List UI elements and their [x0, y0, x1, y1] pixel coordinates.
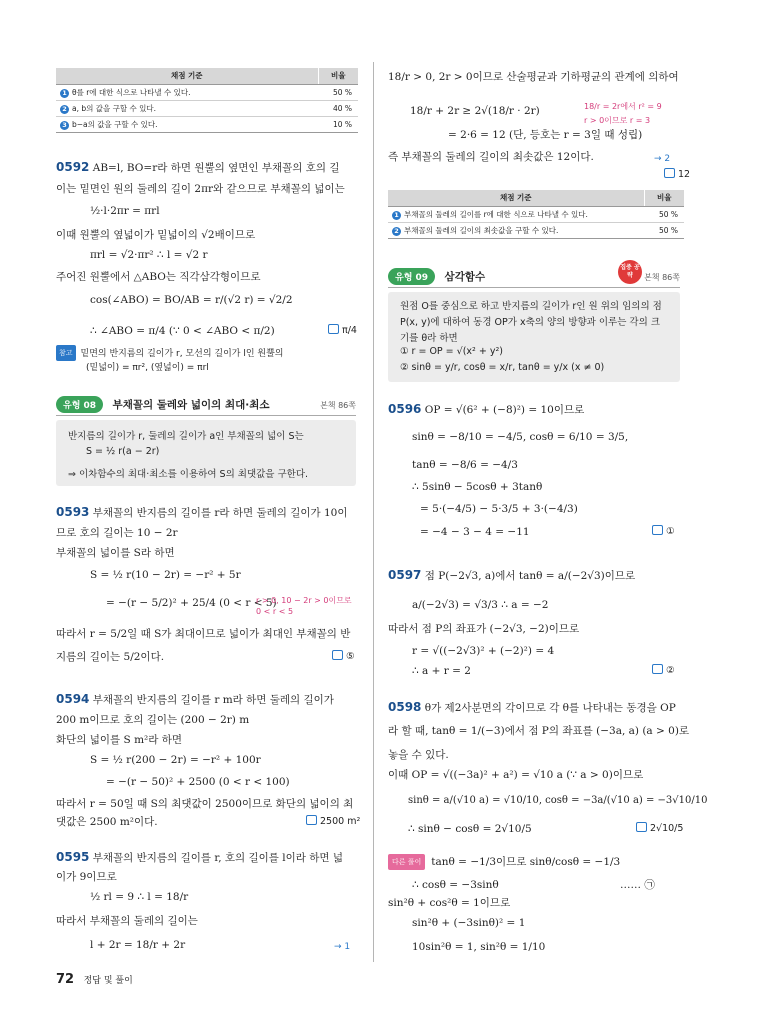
text-line: 놓을 수 있다. [388, 749, 449, 761]
equation: sinθ = a/(√10 a) = √10/10, cosθ = −3a/(√10 a) = −3√10/10 [408, 795, 708, 806]
section-08-header [56, 396, 356, 414]
text: tanθ = −1/3이므로 sinθ/cosθ = −1/3 [431, 856, 621, 868]
step-badge: 1 [392, 211, 401, 220]
text-line: 댓값은 2500 m²이다. [56, 816, 158, 828]
answer-icon [664, 168, 675, 178]
problem-0598-line1 [388, 700, 676, 715]
note-tag: 참고 [56, 345, 76, 361]
answer-icon [636, 822, 647, 832]
alt-solution-line1 [388, 854, 620, 870]
criteria-text: 부채꼴의 둘레의 길이의 최솟값을 구할 수 있다. [404, 225, 559, 235]
problem-number: 0597 [388, 568, 422, 582]
problem-number: 0594 [56, 692, 90, 706]
section-09-header [388, 264, 680, 286]
equation-marker: …… ㉠ [620, 879, 655, 891]
page-footer [56, 972, 133, 987]
section-ref: 본책 86쪽 [320, 401, 356, 410]
text: 점 P(−2√3, a)에서 tanθ = a/(−2√3)이므로 [424, 570, 636, 582]
side-note: r > 0, 10 − 2r > 0이므로 [256, 596, 352, 605]
answer-value: ① [666, 526, 675, 537]
box-line: P(x, y)에 대하여 동경 OP가 x축의 양의 방향과 이루는 각의 크 [400, 317, 660, 328]
problem-0593-line1 [56, 505, 348, 520]
text: θ가 제2사분면의 각이므로 각 θ를 나타내는 동경을 OP [424, 702, 676, 714]
answer-value: 2√10/5 [650, 823, 684, 834]
equation: ½·l·2πr = πrl [90, 205, 160, 217]
answer [332, 650, 355, 664]
equation: ∴ 5sinθ − 5cosθ + 3tanθ [412, 481, 543, 493]
text: 부채꼴의 반지름의 길이를 r m라 하면 둘레의 길이가 [92, 694, 334, 706]
problem-0595-line1 [56, 850, 343, 865]
problem-0594-line1 [56, 692, 334, 707]
answer [652, 525, 675, 539]
equation: 10sin²θ = 1, sin²θ = 1/10 [412, 941, 546, 953]
answer-value: ② [666, 665, 675, 676]
equation: r = √((−2√3)² + (−2)²) = 4 [412, 645, 555, 657]
step-marker: → 2 [654, 154, 671, 164]
text-line: sin²θ + cos²θ = 1이므로 [388, 897, 511, 909]
box-line: 원점 O를 중심으로 하고 반지름의 길이가 r인 원 위의 임의의 점 [400, 301, 662, 312]
equation: ∴ ∠ABO = π/4 (∵ 0 < ∠ABO < π/2) [90, 325, 275, 337]
ratio-value: 10 % [318, 116, 358, 132]
criteria-text: 부채꼴의 둘레의 길이를 r에 대한 식으로 나타낼 수 있다. [404, 209, 588, 219]
step-badge: 2 [392, 227, 401, 236]
answer [636, 822, 683, 836]
answer-icon [306, 815, 317, 825]
step-badge: 2 [60, 105, 69, 114]
box-formula: ① r = OP = √(x² + y²) [400, 346, 503, 357]
text-line: 따라서 r = 5/2일 때 S가 최대이므로 넓이가 최대인 부채꼴의 반 [56, 628, 351, 640]
note-line2: (밑넓이) = πr², (옆넓이) = πrl [86, 363, 209, 373]
side-note: r > 0이므로 r = 3 [584, 116, 651, 125]
text-line: 따라서 부채꼴의 둘레의 길이는 [56, 915, 198, 927]
equation: ∴ sinθ − cosθ = 2√10/5 [408, 823, 532, 835]
answer-icon [332, 650, 343, 660]
equation: πrl = √2·πr² ∴ l = √2 r [90, 249, 208, 261]
section-underline [388, 287, 680, 288]
concept-box-09 [388, 292, 680, 382]
text: AB=l, BO=r라 하면 원뿔의 옆면인 부채꼴의 호의 길 [92, 162, 340, 174]
ratio-value: 50 % [644, 222, 684, 238]
equation: l + 2r = 18/r + 2r [90, 939, 186, 951]
section-title: 부채꼴의 둘레와 넓이의 최대·최소 [112, 399, 270, 411]
table-row [56, 100, 358, 116]
section-tag: 유형 08 [56, 396, 103, 413]
answer [664, 168, 690, 182]
grading-table-2 [388, 190, 684, 239]
problem-0597-line1 [388, 568, 635, 583]
problem-0592-line2: 이는 밑면인 원의 둘레의 길이 2πr와 같으므로 부채꼴의 넓이는 [56, 183, 345, 195]
focus-badge: 집중 공략 [618, 260, 642, 284]
text-line: 화단의 넓이를 S m²라 하면 [56, 734, 182, 746]
text-line: 따라서 점 P의 좌표가 (−2√3, −2)이므로 [388, 623, 580, 635]
text-line: 주어진 원뿔에서 △ABO는 직각삼각형이므로 [56, 271, 261, 283]
grading-table-1 [56, 68, 358, 133]
box-formula: S = ½ r(a − 2r) [86, 446, 160, 457]
ratio-value: 40 % [318, 100, 358, 116]
problem-number: 0595 [56, 850, 90, 864]
answer [652, 664, 675, 678]
ratio-header: 비율 [318, 68, 358, 84]
side-note: 18/r = 2r에서 r² = 9 [584, 102, 662, 111]
text-line: 부채꼴의 넓이를 S라 하면 [56, 547, 175, 559]
box-formula: ② sinθ = y/r, cosθ = x/r, tanθ = y/x (x ≠ 0) [400, 362, 605, 373]
box-line: 기를 θ라 하면 [400, 333, 458, 344]
answer-value: 12 [678, 169, 691, 180]
answer-icon [652, 664, 663, 674]
answer-icon [652, 525, 663, 535]
section-ref: 본책 86쪽 [644, 273, 680, 282]
table-row [56, 116, 358, 132]
equation: = 2·6 = 12 (단, 등호는 r = 3일 때 성립) [448, 129, 643, 141]
text: 부채꼴의 반지름의 길이를 r, 호의 길이를 l이라 하면 넓 [92, 852, 344, 864]
alt-solution-tag: 다른 풀이 [388, 854, 425, 870]
equation: sinθ = −8/10 = −4/5, cosθ = 6/10 = 3/5, [412, 431, 629, 443]
equation: tanθ = −8/6 = −4/3 [412, 459, 518, 471]
problem-0592-line1 [56, 160, 340, 175]
text-line: 므로 호의 길이는 10 − 2r [56, 527, 178, 539]
table-row [388, 206, 684, 222]
text-line: 즉 부채꼴의 둘레의 길이의 최솟값은 12이다. [388, 151, 594, 163]
box-line: ⇒ 이차함수의 최대·최소를 이용하여 S의 최댓값을 구한다. [68, 469, 309, 480]
equation: 18/r + 2r ≥ 2√(18/r · 2r) [410, 105, 540, 117]
ratio-value: 50 % [318, 84, 358, 100]
text: 부채꼴의 반지름의 길이를 r라 하면 둘레의 길이가 10이 [92, 507, 348, 519]
step-badge: 1 [60, 89, 69, 98]
text-line: 지름의 길이는 5/2이다. [56, 651, 165, 663]
problem-0596-line1 [388, 402, 584, 417]
text: 밑면의 반지름의 길이가 r, 모선의 길이가 l인 원뿔의 [80, 349, 284, 359]
section-tag: 유형 09 [388, 268, 435, 285]
criteria-text: b−a의 값을 구할 수 있다. [72, 119, 158, 129]
equation: a/(−2√3) = √3/3 ∴ a = −2 [412, 599, 549, 611]
text: OP = √(6² + (−8)²) = 10이므로 [424, 404, 585, 416]
answer [328, 324, 357, 338]
equation: = −(r − 50)² + 2500 (0 < r < 100) [106, 776, 290, 788]
step-marker: → 1 [334, 942, 351, 952]
equation: = −4 − 3 − 4 = −11 [420, 526, 530, 538]
equation: S = ½ r(200 − 2r) = −r² + 100r [90, 754, 261, 766]
section-title: 삼각함수 [444, 271, 486, 283]
footer-label: 정답 및 풀이 [83, 976, 133, 986]
answer-value: ⑤ [346, 651, 355, 662]
ratio-header: 비율 [644, 190, 684, 206]
answer [306, 815, 360, 829]
equation: sin²θ + (−3sinθ)² = 1 [412, 917, 526, 929]
answer-value: 2500 m² [320, 816, 361, 827]
equation: = −(r − 5/2)² + 25/4 (0 < r < 5) [106, 597, 277, 609]
answer-icon [328, 324, 339, 334]
equation: ∴ a + r = 2 [412, 665, 471, 677]
equation: ∴ cosθ = −3sinθ [412, 879, 499, 891]
criteria-text: a, b의 값을 구할 수 있다. [72, 103, 157, 113]
text-line: 라 할 때, tanθ = 1/(−3)에서 점 P의 좌표를 (−3a, a) (a > 0)로 [388, 725, 690, 737]
note-line1 [56, 345, 284, 361]
criteria-text: θ를 r에 대한 식으로 나타낼 수 있다. [72, 87, 191, 97]
problem-number: 0592 [56, 160, 90, 174]
text-line: 18/r > 0, 2r > 0이므로 산술평균과 기하평균의 관계에 의하여 [388, 71, 679, 83]
text-line: 이때 원뿔의 옆넓이가 밑넓이의 √2배이므로 [56, 229, 256, 241]
table-row [56, 84, 358, 100]
step-badge: 3 [60, 121, 69, 130]
problem-number: 0593 [56, 505, 90, 519]
answer-value: π/4 [342, 325, 357, 336]
problem-number: 0596 [388, 402, 422, 416]
equation: = 5·(−4/5) − 5·3/5 + 3·(−4/3) [420, 503, 578, 515]
equation: ½ rl = 9 ∴ l = 18/r [90, 891, 189, 903]
side-note: 0 < r < 5 [256, 607, 294, 616]
page-number: 72 [56, 972, 75, 987]
equation: S = ½ r(10 − 2r) = −r² + 5r [90, 569, 241, 581]
problem-number: 0598 [388, 700, 422, 714]
section-underline [56, 415, 356, 416]
grading-header: 채점 기준 [388, 190, 644, 206]
text-line: 이가 9이므로 [56, 871, 117, 883]
ratio-value: 50 % [644, 206, 684, 222]
text-line: 200 m이므로 호의 길이는 (200 − 2r) m [56, 714, 250, 726]
grading-header: 채점 기준 [56, 68, 318, 84]
text-line: 이때 OP = √((−3a)² + a²) = √10 a (∵ a > 0)이므로 [388, 769, 644, 781]
text-line: 따라서 r = 50일 때 S의 최댓값이 2500이므로 화단의 넓이의 최 [56, 798, 354, 810]
table-row [388, 222, 684, 238]
equation: cos(∠ABO) = BO/AB = r/(√2 r) = √2/2 [90, 294, 293, 306]
column-divider [373, 62, 374, 962]
box-line: 반지름의 길이가 r, 둘레의 길이가 a인 부채꼴의 넓이 S는 [68, 431, 304, 442]
concept-box-08 [56, 420, 356, 486]
